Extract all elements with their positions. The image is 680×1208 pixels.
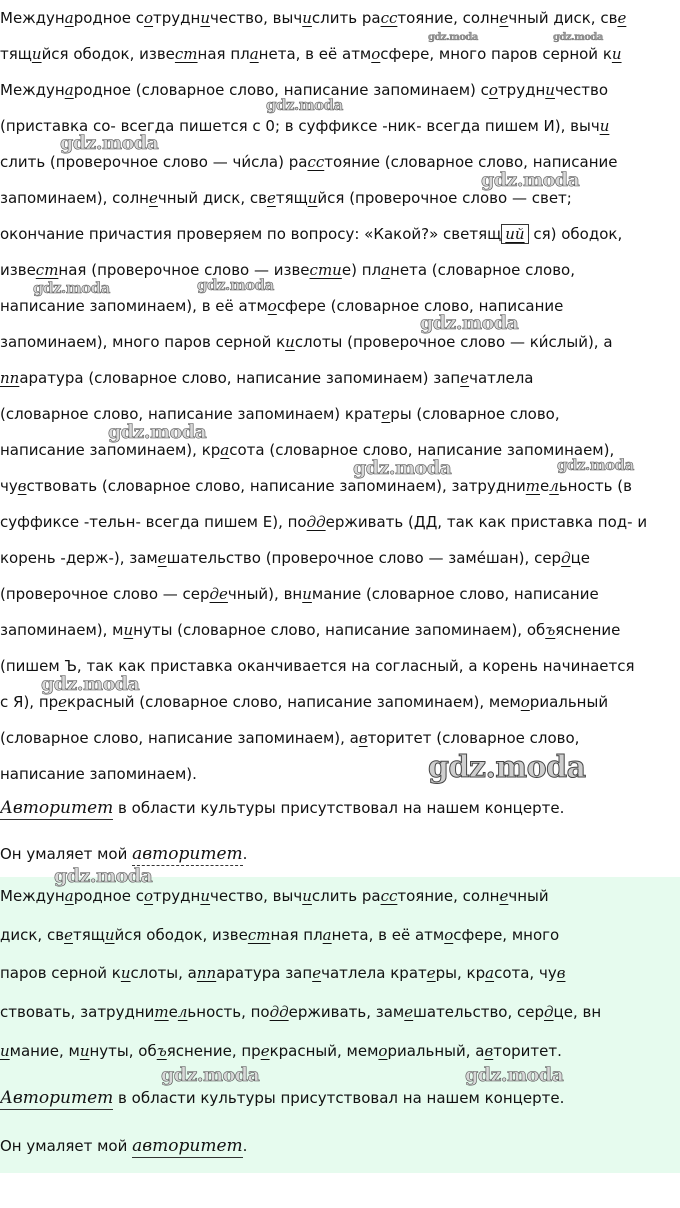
watermark-logo: gdz.moda <box>60 132 159 154</box>
watermark-logo: gdz.moda <box>420 312 519 334</box>
text-line: (словарное слово, написание запоминаем), авторитет (словарное слово, <box>0 729 580 747</box>
text-line: (словарное слово, написание запоминаем) кратеры (словарное слово, <box>0 405 560 423</box>
watermark-logo: gdz.moda <box>197 276 274 294</box>
text-line: написание запоминаем), красота (словарное слово, написание запоминаем), <box>0 441 615 459</box>
text-line: запоминаем), много паров серной кислоты (проверочное слово — ки́слый), а <box>0 333 613 351</box>
text-line: (проверочное слово — сердечный), внимание (словарное слово, написание <box>0 585 599 603</box>
watermark-logo: gdz.moda <box>41 673 140 695</box>
watermark-logo: gdz.moda <box>353 457 452 479</box>
example-word: авторитет <box>132 1136 243 1156</box>
text-line: Международное (словарное слово, написание запоминаем) сотрудничество <box>0 81 609 99</box>
watermark-logo: gdz.moda <box>108 421 207 443</box>
answer-line: паров серной кислоты, аппаратура запечатлела кратеры, красота, чув <box>0 964 566 982</box>
text-line: чувствовать (словарное слово, написание запоминаем), затруднительность (в <box>0 477 632 495</box>
text-line: известная (проверочное слово — известие) планета (словарное слово, <box>0 261 575 279</box>
watermark-logo: gdz.moda <box>33 279 110 297</box>
text-line: (приставка со- всегда пишется с 0; в суффиксе -ник- всегда пишем И), вычи <box>0 117 610 135</box>
text-line: написание запоминаем), в её атмосфере (словарное слово, написание <box>0 297 564 315</box>
text-line: запоминаем), солнечный диск, светящийся (проверочное слово — свет; <box>0 189 572 207</box>
watermark-logo: gdz.moda <box>266 96 343 114</box>
answer-line: диск, светящийся ободок, известная планета, в её атмосфере, много <box>0 926 560 944</box>
text-line: тящийся ободок, известная планета, в её атмосфере, много паров серной ки <box>0 45 622 63</box>
watermark-logo: gdz.moda <box>54 865 153 887</box>
example-sentence: Он умаляет мой авторитет. <box>0 1136 248 1156</box>
answer-line: имание, минуты, объяснение, прекрасный, мемориальный, авторитет. <box>0 1042 562 1060</box>
text-line: слить (проверочное слово — чи́сла) расстояние (словарное слово, написание <box>0 153 618 171</box>
example-word: Авторитет <box>0 798 114 818</box>
answer-line: Международное сотрудничество, вычислить расстояние, солнечный <box>0 887 549 905</box>
watermark-logo: gdz.moda <box>428 750 586 785</box>
answer-block <box>0 877 680 1173</box>
text-line: с Я), прекрасный (словарное слово, написание запоминаем), мемориальный <box>0 693 609 711</box>
text-line: запоминаем), минуты (словарное слово, написание запоминаем), объяснение <box>0 621 621 639</box>
watermark-logo: gdz.moda <box>557 456 634 474</box>
text-line: суффиксе -тельн- всегда пишем Е), поддерживать (ДД, так как приставка под- и <box>0 513 648 531</box>
text-line: окончание причастия проверяем по вопросу: «Какой?» светящ ий ся) ободок, <box>0 225 623 243</box>
example-word: Авторитет <box>0 1088 114 1108</box>
watermark-logo: gdz.moda <box>161 1064 260 1086</box>
example-sentence: Авторитет в области культуры присутствовал на нашем концерте. <box>0 798 565 818</box>
text-line: Международное сотрудничество, вычислить расстояние, солнечный диск, све <box>0 9 627 27</box>
text-line: корень -держ-), замешательство (проверочное слово — заме́шан), сердце <box>0 549 591 567</box>
watermark-logo: gdz.moda <box>428 32 478 43</box>
text-line: ппаратура (словарное слово, написание запоминаем) запечатлела <box>0 369 534 387</box>
text-line: написание запоминаем). <box>0 765 197 783</box>
example-sentence: Авторитет в области культуры присутствовал на нашем концерте. <box>0 1088 565 1108</box>
watermark-logo: gdz.moda <box>465 1064 564 1086</box>
watermark-logo: gdz.moda <box>481 169 580 191</box>
watermark-logo: gdz.moda <box>553 32 603 43</box>
example-word: авторитет <box>132 844 243 864</box>
answer-line: ствовать, затруднительность, поддерживать, замешательство, сердце, вн <box>0 1003 602 1021</box>
example-sentence: Он умаляет мой авторитет. <box>0 844 248 864</box>
text-line: (пишем Ъ, так как приставка оканчивается на согласный, а корень начинается <box>0 657 635 675</box>
